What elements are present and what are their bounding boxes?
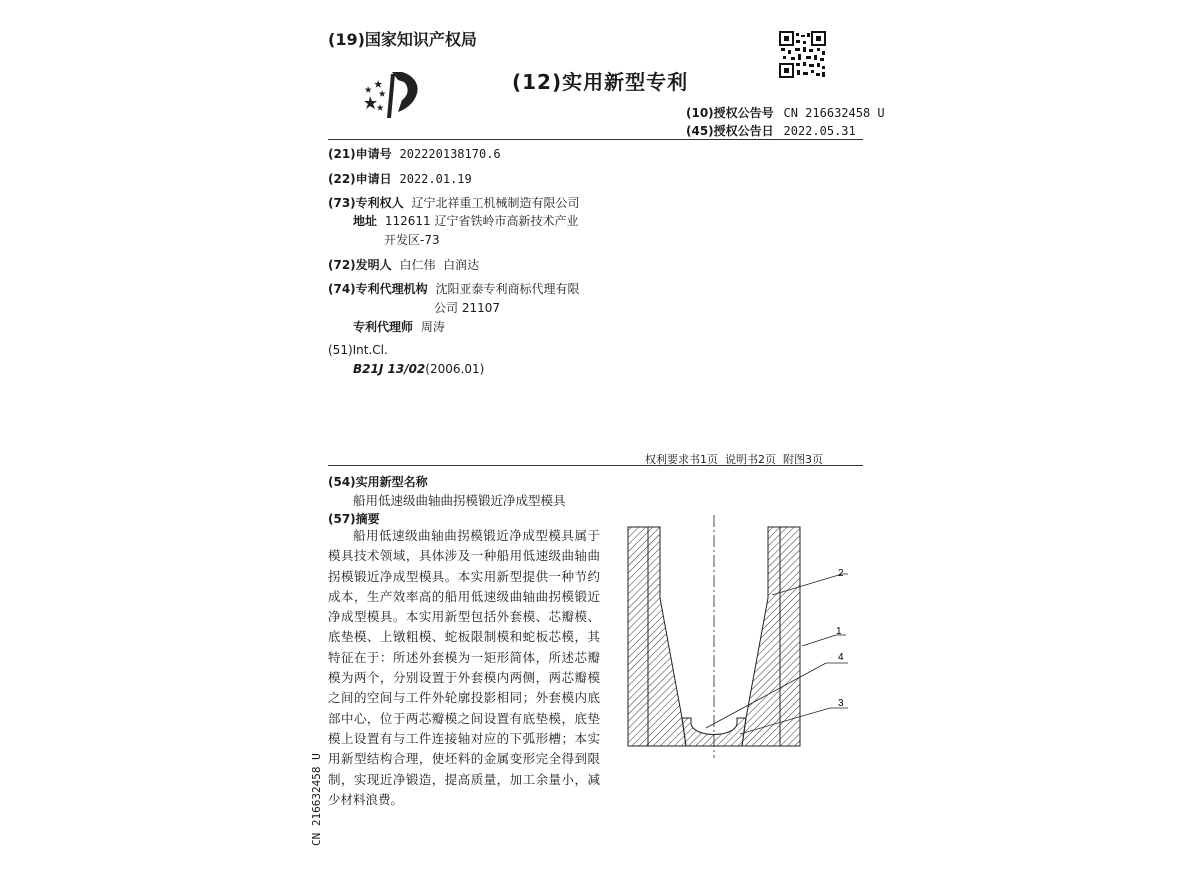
utility-model-title-label: (54)实用新型名称: [328, 475, 428, 489]
application-number-label: (21)申请号: [328, 147, 392, 161]
agent-label: 专利代理师: [353, 320, 414, 334]
core-petal-left: [648, 527, 686, 746]
application-date-label: (22)申请日: [328, 172, 392, 186]
grant-date-label: (45)授权公告日: [686, 124, 774, 138]
int-cl-code: B21J 13/02: [353, 362, 426, 376]
page-counts: 权利要求书1页 说明书2页 附图3页: [645, 453, 823, 466]
address-label: 地址: [353, 214, 378, 228]
int-cl-version: (2006.01): [425, 362, 485, 376]
qr-code-icon: [779, 31, 826, 78]
abstract-body: [328, 526, 600, 810]
grant-date-value: 2022.05.31: [783, 124, 856, 138]
utility-model-title: 船用低速级曲轴曲拐模锻近净成型模具: [353, 493, 566, 508]
grant-number-value: CN 216632458 U: [783, 106, 885, 120]
inventor-label: (72)发明人: [328, 258, 392, 272]
page-counts-divider: [328, 465, 863, 466]
inventor-value: 白仁伟 白润达: [399, 258, 480, 272]
figure-label-2: 2: [838, 568, 844, 579]
outer-sleeve-left: [628, 527, 648, 746]
office-name: (19)国家知识产权局: [328, 30, 477, 49]
agency-line-1: 沈阳亚泰专利商标代理有限: [435, 282, 580, 296]
address-line-1: 112611 辽宁省铁岭市高新技术产业: [384, 214, 579, 228]
mold-cross-section-figure: [620, 510, 860, 760]
figure-label-4: 4: [838, 652, 844, 663]
agency-line-2: 公司 21107: [434, 301, 500, 315]
header-divider: [328, 139, 863, 140]
int-cl-label: (51)Int.Cl.: [328, 343, 388, 357]
outer-sleeve-right: [780, 527, 800, 746]
figure-label-3: 3: [838, 698, 844, 709]
patentee-label: (73)专利权人: [328, 196, 404, 210]
grant-number-label: (10)授权公告号: [686, 106, 774, 120]
address-line-2: 开发区-73: [384, 233, 440, 247]
abstract-text: 船用低速级曲轴曲拐模锻近净成型模具属于模具技术领域，具体涉及一种船用低速级曲轴曲拐模锻近净成型模具。本实用新型提供一种节约成本，生产效率高的船用低速级曲轴曲拐模锻近净成型模具。本实用新型包括外套模、芯瓣模、底垫模、上镦粗模、蛇板限制模和蛇板芯模，其特征在于：所述外套模为一矩形简体，所述芯瓣模为两个，分别设置于外套模内两侧，两芯瓣模之间的空间与工件外轮廓投影相同；外套模内底部中心，位于两芯瓣模之间设置有底垫模，底垫模上设置有与工件连接轴对应的下弧形槽；本实用新型结构合理，使坯料的金属变形完全得到限制，实现近净锻造，提高质量，加工余量小，减少材料浪费。: [328, 528, 600, 807]
document-type-title: (12)实用新型专利: [512, 70, 689, 94]
figure-label-1: 1: [836, 626, 842, 637]
application-date-value: 2022.01.19: [399, 172, 472, 186]
cnipa-emblem-icon: [358, 66, 428, 120]
core-petal-right: [742, 527, 780, 746]
side-publication-code: CN 216632458 U: [310, 753, 323, 846]
abstract-label: (57)摘要: [328, 512, 380, 526]
patentee-value: 辽宁北祥重工机械制造有限公司: [411, 196, 580, 210]
application-number-value: 202220138170.6: [399, 147, 501, 161]
agency-label: (74)专利代理机构: [328, 282, 428, 296]
agent-value: 周涛: [420, 320, 445, 334]
